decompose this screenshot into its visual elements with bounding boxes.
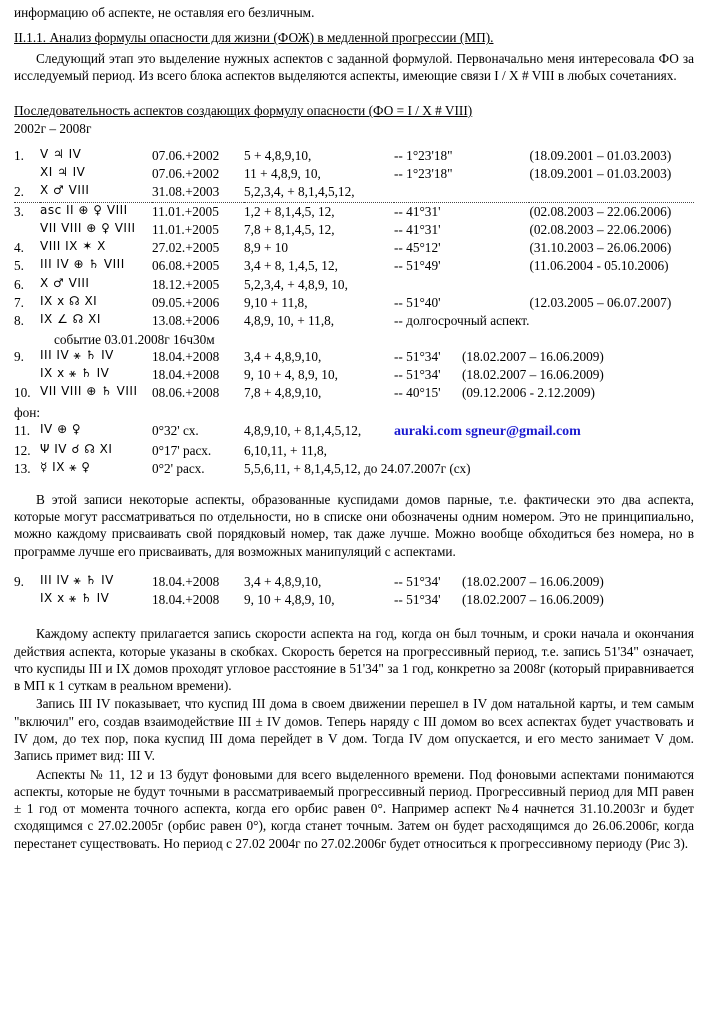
table-row	[14, 442, 694, 460]
aspect-date: 18.12.+2005	[152, 276, 220, 292]
table-row	[14, 384, 694, 402]
aspect-glyphs: X ♂ VIII	[40, 183, 152, 202]
aspect-formula: 9, 10 + 4,8,9, 10,	[244, 592, 335, 608]
aspect-date: 11.01.+2005	[152, 221, 219, 237]
background-aspect-table	[14, 422, 694, 479]
aspect-speed: -- 40°15'	[394, 385, 441, 401]
event-line: событие 03.01.2008г 16ч30м	[54, 331, 215, 347]
aspect-glyphs: IX ∠ ☊ XI	[40, 312, 101, 327]
aspect-orb: 0°17' расх.	[152, 443, 212, 459]
table-row	[14, 147, 694, 165]
aspect-number: 10.	[14, 385, 31, 401]
aspect-glyphs: X ♂ VIII	[40, 275, 90, 290]
aspect-formula: 9,10 + 11,8,	[244, 294, 308, 310]
aspect-number	[14, 165, 40, 183]
aspect-glyphs: III IV ⊕ ♄ VIII	[40, 257, 125, 272]
aspect-date: 18.04.+2008	[152, 367, 220, 383]
aspect-range: (18.09.2001 – 01.03.2003)	[529, 147, 672, 163]
aspect-speed: -- 51°40'	[394, 294, 441, 310]
aspect-list-table	[14, 147, 694, 331]
aspect-date: 31.08.+2003	[152, 183, 244, 202]
aspect-range: (31.10.2003 – 26.06.2006)	[529, 240, 672, 256]
spacer	[14, 561, 694, 573]
spacer	[14, 609, 694, 625]
aspect-glyphs: VII VIII ⊕ ♀ VIII	[40, 220, 136, 235]
aspect-number: 5.	[14, 258, 24, 274]
aspect-formula: 3,4 + 4,8,9,10,	[244, 348, 322, 364]
aspect-range: (09.12.2006 - 2.12.2009)	[462, 385, 595, 401]
table-row	[14, 276, 694, 294]
aspect-number: 3.	[14, 203, 24, 219]
paragraph-pairs: В этой записи некоторые аспекты, образованные куспидами домов парные, т.е. фактически это два аспекта, которые могут рассматриваться по отдельности, но в списке они обозначены одним номером. Это не принципиально, можно каждому присваивать свой порядковый номер, так даже лучше. Можно вообще обходиться без номера, но в программе лучше его присваивать, для возможных манипуляций с аспектами.	[14, 491, 694, 559]
aspect-speed: -- 51°34'	[394, 592, 441, 608]
aspect-range: (02.08.2003 – 22.06.2006)	[529, 203, 672, 219]
aspect-formula: 6,10,11, + 11,8,	[244, 443, 327, 459]
aspect-speed: -- 51°34'	[394, 367, 441, 383]
aspect-range	[394, 442, 694, 460]
aspect-formula: 5,2,3,4, + 4,8,9, 10,	[244, 276, 348, 292]
aspect-date: 06.08.+2005	[152, 258, 220, 274]
aspect-number	[14, 591, 40, 609]
aspect-glyphs: III IV ⚹ ♄ IV	[40, 347, 114, 362]
aspect-speed: -- 51°34'	[394, 573, 441, 589]
aspect-number	[14, 221, 40, 239]
table-row	[14, 591, 694, 609]
aspect-list-table-2	[14, 348, 694, 403]
aspect-date: 07.06.+2002	[152, 147, 220, 163]
aspect-speed	[394, 276, 529, 294]
top-continuation-line: информацию об аспекте, не оставляя его безличным.	[14, 5, 315, 20]
aspect-range	[529, 312, 694, 330]
aspect-speed: -- 51°34'	[394, 348, 441, 364]
aspect-range: (18.02.2007 – 16.06.2009)	[462, 592, 604, 608]
aspect-formula: 5 + 4,8,9,10,	[244, 147, 312, 163]
aspect-date: 18.04.+2008	[152, 592, 220, 608]
table-row	[14, 573, 694, 591]
aspect-glyphs: V ♃ IV	[40, 146, 82, 161]
table-row	[14, 183, 694, 202]
aspect-date: 11.01.+2005	[152, 203, 219, 219]
aspect-range: (12.03.2005 – 06.07.2007)	[529, 294, 672, 310]
aspect-date: 27.02.+2005	[152, 240, 220, 256]
aspect-number	[14, 366, 40, 384]
paragraph-notation: Запись III IV показывает, что куспид III дома в своем движении перешел в IV дом натальной карты, и тем самым "включил" его, создав взаимодействие III ± IV домов. Теперь наряду с III домом во всех аспектах будет участвовать и IV дом, до тех пор, пока куспид III дома перейдет в V дом. Тогда IV дом опускается, и его место занимает V дом. Запись примет вид: III V.	[14, 696, 694, 764]
aspect-speed: -- 51°49'	[394, 258, 441, 274]
aspect-range: (11.06.2004 - 05.10.2006)	[529, 258, 669, 274]
spacer	[14, 479, 694, 491]
aspect-glyphs: VIII IX ✶ X	[40, 239, 106, 254]
aspect-glyphs: IX x ⚹ ♄ IV	[40, 591, 110, 606]
aspect-formula: 4,8,9, 10, + 11,8,	[244, 313, 335, 329]
aspect-formula: 7,8 + 4,8,9,10,	[244, 385, 322, 401]
aspect-speed	[394, 183, 529, 202]
aspect-range: (02.08.2003 – 22.06.2006)	[529, 221, 672, 237]
table-row	[14, 165, 694, 183]
aspect-date: 13.08.+2006	[152, 313, 220, 329]
aspect-glyphs: Ψ IV ☌ ☊ XI	[40, 442, 113, 457]
aspect-date: 18.04.+2008	[152, 573, 220, 589]
aspect-formula: 5,5,6,11, + 8,1,4,5,12, до 24.07.2007г (сх)	[244, 461, 471, 477]
aspect-speed: -- 41°31'	[394, 203, 441, 219]
spacer	[14, 85, 694, 92]
table-row	[14, 239, 694, 257]
aspect-formula: 1,2 + 8,1,4,5, 12,	[244, 203, 335, 219]
aspect-number: 7.	[14, 294, 24, 310]
watermark	[394, 422, 694, 442]
year-range: 2002г – 2008г	[14, 121, 92, 137]
spacer	[14, 22, 694, 29]
paragraph-intro: Следующий этап это выделение нужных аспектов с заданной формулой. Первоначально меня интересовала ФО за исследуемый период. Из всего блока аспектов выделяются аспекты, имеющие связи I / X # VIII в любых сочетаниях.	[14, 50, 694, 83]
aspect-glyphs: asc II ⊕ ♀ VIII	[40, 202, 128, 217]
aspect-range	[529, 183, 694, 202]
aspect-formula: 3,4 + 4,8,9,10,	[244, 573, 322, 589]
aspect-date: 07.06.+2002	[152, 165, 220, 181]
aspect-orb: 0°2' расх.	[152, 461, 205, 477]
aspect-number: 8.	[14, 313, 24, 329]
table-row	[14, 460, 694, 478]
watermark-text: auraki.com sgneur@gmail.com	[394, 423, 581, 439]
aspect-date: 08.06.+2008	[152, 385, 220, 401]
aspect-speed: -- долгосрочный аспект.	[394, 313, 530, 329]
aspect-glyphs: IX x ⚹ ♄ IV	[40, 366, 110, 381]
aspect-glyphs: III IV ⚹ ♄ IV	[40, 572, 114, 587]
aspect-range: (18.02.2007 – 16.06.2009)	[462, 367, 604, 383]
aspect-glyphs: IX x ☊ XI	[40, 293, 98, 308]
aspect-number: 11.	[14, 422, 31, 438]
table-row	[14, 294, 694, 312]
aspect-range: (18.02.2007 – 16.06.2009)	[462, 348, 604, 364]
spacer	[14, 140, 694, 147]
aspect-formula: 8,9 + 10	[244, 240, 289, 256]
repeat-aspect-table	[14, 573, 694, 610]
table-row	[14, 312, 694, 330]
aspect-number: 2.	[14, 183, 40, 202]
aspect-number: 9.	[14, 348, 24, 364]
aspect-formula: 7,8 + 8,1,4,5, 12,	[244, 221, 335, 237]
aspect-formula: 5,2,3,4, + 8,1,4,5,12,	[244, 183, 394, 202]
aspect-formula: 9, 10 + 4, 8,9, 10,	[244, 367, 338, 383]
aspect-glyphs: XI ♃ IV	[40, 164, 86, 179]
aspect-speed: -- 45°12'	[394, 240, 441, 256]
aspect-number: 9.	[14, 573, 24, 589]
aspect-glyphs: IV ⊕ ♀	[40, 421, 82, 436]
aspect-speed: -- 1°23'18"	[394, 165, 453, 181]
background-label: фон:	[14, 404, 41, 420]
table-row	[14, 202, 694, 221]
table-row	[14, 422, 694, 442]
aspect-glyphs: VII VIII ⊕ ♄ VIII	[40, 384, 138, 399]
aspect-formula: 11 + 4,8,9, 10,	[244, 165, 321, 181]
table-row	[14, 366, 694, 384]
aspect-date: 09.05.+2006	[152, 294, 220, 310]
section-heading: II.1.1. Анализ формулы опасности для жизни (ФОЖ) в медленной прогрессии (МП).	[14, 30, 494, 46]
sequence-title: Последовательность аспектов создающих формулу опасности (ФО = I / X # VIII)	[14, 103, 473, 119]
aspect-number: 12.	[14, 443, 31, 459]
aspect-orb: 0°32' сх.	[152, 422, 199, 438]
table-row	[14, 348, 694, 366]
paragraph-background: Аспекты № 11, 12 и 13 будут фоновыми для всего выделенного времени. Под фоновыми аспектами понимаются аспекты, которые не будут точными в рассматриваемый прогрессивный период. Прогрессивный период для МП равен ± 1 год от момента точного аспекта, когда его орбис равен 0°. Например аспект №4 начнется 31.10.2003г и будет сходящимся с 27.02.2005г (орбис равен 0°), когда станет точным. Затем он будет расходящимся до 26.06.2006г, когда перестанет существовать. Но период с 27.02 2004г по 27.02.2006г будет относиться к прогрессивному периоду (Рис 3).	[14, 766, 694, 851]
aspect-formula: 4,8,9,10, + 8,1,4,5,12,	[244, 422, 362, 438]
aspect-date: 18.04.+2008	[152, 348, 220, 364]
aspect-range	[529, 276, 694, 294]
aspect-range: (18.02.2007 – 16.06.2009)	[462, 573, 604, 589]
aspect-number: 13.	[14, 461, 31, 477]
aspect-speed: -- 1°23'18"	[394, 147, 453, 163]
aspect-glyphs: ☿ IX ⚹ ♀	[40, 460, 91, 475]
aspect-number: 1.	[14, 147, 24, 163]
aspect-range: (18.09.2001 – 01.03.2003)	[529, 165, 672, 181]
aspect-number: 6.	[14, 276, 24, 292]
paragraph-speed: Каждому аспекту прилагается запись скорости аспекта на год, когда он был точным, и сроки начала и окончания действия аспекта, которые указаны в скобках. Скорость берется на прогрессивный период, т.е. запись 51'34" означает, что куспиды III и IX домов проходят угловое расстояние в 51'34" за 1 год, конкретно за 2008г (который приравнивается в МП к 1 суткам в реальном времени).	[14, 626, 694, 694]
table-row	[14, 257, 694, 275]
table-row	[14, 221, 694, 239]
aspect-number: 4.	[14, 240, 24, 256]
aspect-speed: -- 41°31'	[394, 221, 441, 237]
aspect-formula: 3,4 + 8, 1,4,5, 12,	[244, 258, 338, 274]
